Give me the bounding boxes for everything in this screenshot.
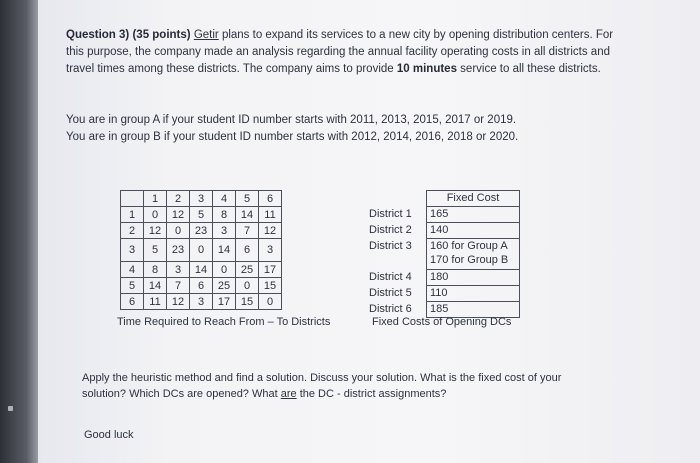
table-cell: 0 xyxy=(259,294,282,310)
table-cell: 12 xyxy=(259,223,282,239)
fixed-cost-row xyxy=(366,223,520,239)
table-header-row xyxy=(121,191,282,207)
table-cell: 11 xyxy=(259,207,282,223)
table-cell: 8 xyxy=(144,262,167,278)
fixed-cost-header: Fixed Cost xyxy=(427,191,520,207)
table-cell: 17 xyxy=(259,262,282,278)
table-cell: 5 xyxy=(190,207,213,223)
district-label: District 5 xyxy=(369,286,412,299)
district-label: District 3 xyxy=(369,239,412,252)
table-cell: 25 xyxy=(213,278,236,294)
cost-group-b: 170 for Group B xyxy=(430,254,509,266)
header-cell: 6 xyxy=(259,191,282,207)
district-cost: 110 xyxy=(427,286,520,302)
table-cell: 12 xyxy=(144,223,167,239)
apply-paragraph xyxy=(82,370,602,402)
fixed-cost-row xyxy=(366,207,520,223)
table-cell: 0 xyxy=(236,278,259,294)
table-cell: 4 xyxy=(121,262,144,278)
apply-are: are xyxy=(280,388,297,400)
table-cell: 15 xyxy=(259,278,282,294)
table-row xyxy=(121,278,282,294)
page-mark xyxy=(8,406,13,411)
table-cell: 3 xyxy=(121,239,144,262)
table-row xyxy=(121,223,282,239)
district-cost xyxy=(427,239,520,270)
table-cell: 3 xyxy=(259,239,282,262)
apply-text-end: the DC - district assignments? xyxy=(299,388,447,400)
question-paragraph xyxy=(66,27,621,78)
apply-text: Apply the heuristic method and find a solution. Discuss your solution. What is the fixed cost of your solution? Which DCs are opened? What xyxy=(82,372,562,400)
table-cell: 0 xyxy=(190,239,213,262)
header-cell xyxy=(121,191,144,207)
question-points: (35 points) xyxy=(132,29,191,41)
table-cell: 1 xyxy=(121,207,144,223)
district-cost: 165 xyxy=(427,207,520,223)
fixed-cost-table xyxy=(366,190,520,318)
table-cell: 12 xyxy=(167,207,190,223)
header-cell: 3 xyxy=(190,191,213,207)
table-cell: 25 xyxy=(236,262,259,278)
travel-time-caption: Time Required to Reach From – To Districts xyxy=(117,316,331,328)
question-text: plans to expand its services to a new city by opening distribution centers. For this purpose, the company made an analysis regarding the annual facility operating costs in all districts and travel times among these districts. The company aims to provide xyxy=(66,29,614,75)
travel-time-table xyxy=(120,190,282,310)
table-cell: 0 xyxy=(144,207,167,223)
table-cell: 5 xyxy=(144,239,167,262)
table-cell: 23 xyxy=(190,223,213,239)
district-cost: 180 xyxy=(427,270,520,286)
header-cell: 2 xyxy=(167,191,190,207)
table-cell: 14 xyxy=(213,239,236,262)
district-label: District 6 xyxy=(369,302,412,315)
table-cell: 3 xyxy=(167,262,190,278)
table-cell: 12 xyxy=(167,294,190,310)
table-cell: 14 xyxy=(236,207,259,223)
district-label: District 4 xyxy=(369,270,412,283)
fixed-cost-row xyxy=(366,286,520,302)
table-cell: 6 xyxy=(236,239,259,262)
district-label: District 1 xyxy=(369,207,412,220)
table-cell: 15 xyxy=(236,294,259,310)
district-cost: 140 xyxy=(427,223,520,239)
fixed-cost-row xyxy=(366,239,520,270)
group-a-text: You are in group A if your student ID number starts with 2011, 2013, 2015, 2017 or 2019. xyxy=(66,114,517,126)
table-cell: 5 xyxy=(121,278,144,294)
table-cell: 14 xyxy=(144,278,167,294)
fixed-cost-caption: Fixed Costs of Opening DCs xyxy=(372,316,512,328)
desk-background xyxy=(0,0,38,463)
header-cell: 1 xyxy=(144,191,167,207)
fixed-cost-row xyxy=(366,270,520,286)
table-cell: 8 xyxy=(213,207,236,223)
cost-group-a: 160 for Group A xyxy=(430,240,508,252)
table-cell: 14 xyxy=(190,262,213,278)
table-cell: 11 xyxy=(144,294,167,310)
header-cell: 4 xyxy=(213,191,236,207)
closing-text: Good luck xyxy=(84,429,134,441)
table-row xyxy=(121,262,282,278)
fixed-cost-header-row xyxy=(366,191,520,207)
table-cell: 0 xyxy=(167,223,190,239)
district-label: District 2 xyxy=(369,223,412,236)
group-info xyxy=(66,112,621,146)
table-row xyxy=(121,294,282,310)
table-cell: 0 xyxy=(213,262,236,278)
table-cell: 7 xyxy=(236,223,259,239)
header-cell: 5 xyxy=(236,191,259,207)
table-cell: 6 xyxy=(121,294,144,310)
company-name: Getir xyxy=(193,29,219,41)
question-label: Question 3) xyxy=(66,29,130,41)
table-cell: 6 xyxy=(190,278,213,294)
table-cell: 3 xyxy=(213,223,236,239)
group-b-text: You are in group B if your student ID number starts with 2012, 2014, 2016, 2018 or 2020. xyxy=(66,131,519,143)
table-row xyxy=(121,239,282,262)
table-cell: 17 xyxy=(213,294,236,310)
district-cost: 185 xyxy=(427,302,520,318)
table-row xyxy=(121,207,282,223)
table-cell: 7 xyxy=(167,278,190,294)
service-minutes: 10 minutes xyxy=(396,63,457,75)
question-text-end: service to all these districts. xyxy=(460,63,601,75)
table-cell: 3 xyxy=(190,294,213,310)
table-cell: 2 xyxy=(121,223,144,239)
table-cell: 23 xyxy=(167,239,190,262)
